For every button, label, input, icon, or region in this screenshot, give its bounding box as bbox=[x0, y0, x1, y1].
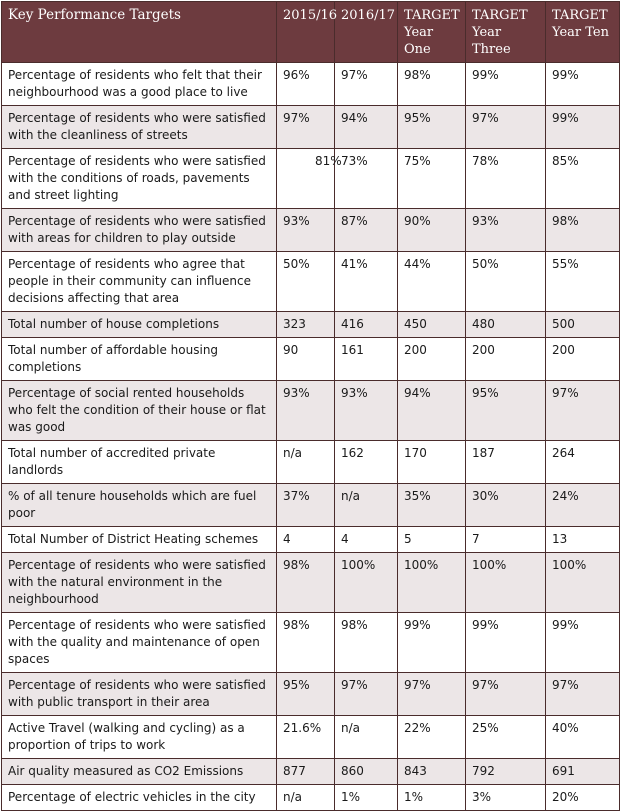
target-year-one: 5 bbox=[398, 527, 466, 553]
value-2015-16: 21.6% bbox=[277, 716, 335, 759]
kpi-label: Percentage of residents who felt that their neighbourhood was a good place to live bbox=[2, 63, 277, 106]
value-2016-17: n/a bbox=[335, 484, 398, 527]
header-row bbox=[2, 2, 620, 63]
value-2016-17: 4 bbox=[335, 527, 398, 553]
value-2016-17: 87% bbox=[335, 209, 398, 252]
kpi-label: Active Travel (walking and cycling) as a proportion of trips to work bbox=[2, 716, 277, 759]
value-2015-16: 98% bbox=[277, 553, 335, 613]
table-row bbox=[2, 252, 620, 312]
table-row bbox=[2, 759, 620, 785]
target-year-one: 90% bbox=[398, 209, 466, 252]
kpi-label: Percentage of electric vehicles in the city bbox=[2, 785, 277, 811]
table-row bbox=[2, 484, 620, 527]
value-2015-16: 37% bbox=[277, 484, 335, 527]
value-2016-17: 1% bbox=[335, 785, 398, 811]
target-year-three: 792 bbox=[466, 759, 546, 785]
target-year-ten: 55% bbox=[546, 252, 620, 312]
target-year-three: 78% bbox=[466, 149, 546, 209]
value-2016-17: 97% bbox=[335, 63, 398, 106]
value-2016-17: 73% bbox=[335, 149, 398, 209]
target-year-three: 50% bbox=[466, 252, 546, 312]
target-year-ten: 13 bbox=[546, 527, 620, 553]
value-2016-17: 860 bbox=[335, 759, 398, 785]
kpi-label: Percentage of social rented households who felt the condition of their house or flat was good bbox=[2, 381, 277, 441]
value-2015-16: 97% bbox=[277, 106, 335, 149]
target-year-one: 200 bbox=[398, 338, 466, 381]
target-year-ten: 97% bbox=[546, 381, 620, 441]
value-2016-17: 416 bbox=[335, 312, 398, 338]
value-2016-17: 94% bbox=[335, 106, 398, 149]
value-2015-16: 81% bbox=[277, 149, 335, 209]
target-year-ten: 40% bbox=[546, 716, 620, 759]
target-year-three: 100% bbox=[466, 553, 546, 613]
header-target-year-one: TARGET Year One bbox=[398, 2, 466, 63]
target-year-ten: 24% bbox=[546, 484, 620, 527]
value-2016-17: n/a bbox=[335, 716, 398, 759]
value-2015-16: 98% bbox=[277, 613, 335, 673]
table-row bbox=[2, 338, 620, 381]
target-year-ten: 691 bbox=[546, 759, 620, 785]
header-target-year-ten: TARGET Year Ten bbox=[546, 2, 620, 63]
target-year-ten: 20% bbox=[546, 785, 620, 811]
target-year-three: 97% bbox=[466, 106, 546, 149]
value-2015-16: 95% bbox=[277, 673, 335, 716]
value-2015-16: 93% bbox=[277, 381, 335, 441]
target-year-three: 200 bbox=[466, 338, 546, 381]
target-year-one: 44% bbox=[398, 252, 466, 312]
header-2016-17: 2016/17 bbox=[335, 2, 398, 63]
header-title: Key Performance Targets bbox=[2, 2, 277, 63]
kpi-label: Percentage of residents who were satisfied with the natural environment in the neighbourhood bbox=[2, 553, 277, 613]
target-year-three: 30% bbox=[466, 484, 546, 527]
target-year-one: 94% bbox=[398, 381, 466, 441]
table-row bbox=[2, 381, 620, 441]
kpi-label: % of all tenure households which are fuel poor bbox=[2, 484, 277, 527]
target-year-one: 22% bbox=[398, 716, 466, 759]
target-year-three: 7 bbox=[466, 527, 546, 553]
value-2015-16: 90 bbox=[277, 338, 335, 381]
value-2015-16: 96% bbox=[277, 63, 335, 106]
target-year-one: 99% bbox=[398, 613, 466, 673]
kpi-label: Air quality measured as CO2 Emissions bbox=[2, 759, 277, 785]
target-year-ten: 99% bbox=[546, 63, 620, 106]
table-row bbox=[2, 673, 620, 716]
target-year-three: 97% bbox=[466, 673, 546, 716]
value-2016-17: 161 bbox=[335, 338, 398, 381]
target-year-ten: 99% bbox=[546, 106, 620, 149]
kpi-label: Percentage of residents who agree that people in their community can influence decisions affecting that area bbox=[2, 252, 277, 312]
value-2016-17: 97% bbox=[335, 673, 398, 716]
target-year-one: 170 bbox=[398, 441, 466, 484]
value-2016-17: 100% bbox=[335, 553, 398, 613]
value-2016-17: 41% bbox=[335, 252, 398, 312]
target-year-three: 480 bbox=[466, 312, 546, 338]
target-year-one: 843 bbox=[398, 759, 466, 785]
target-year-one: 450 bbox=[398, 312, 466, 338]
target-year-three: 99% bbox=[466, 613, 546, 673]
target-year-one: 1% bbox=[398, 785, 466, 811]
kpi-label: Total number of affordable housing completions bbox=[2, 338, 277, 381]
target-year-three: 93% bbox=[466, 209, 546, 252]
target-year-three: 95% bbox=[466, 381, 546, 441]
target-year-one: 97% bbox=[398, 673, 466, 716]
value-2016-17: 162 bbox=[335, 441, 398, 484]
kpi-label: Percentage of residents who were satisfied with public transport in their area bbox=[2, 673, 277, 716]
target-year-three: 99% bbox=[466, 63, 546, 106]
target-year-one: 35% bbox=[398, 484, 466, 527]
target-year-ten: 264 bbox=[546, 441, 620, 484]
value-2015-16: 93% bbox=[277, 209, 335, 252]
value-2016-17: 98% bbox=[335, 613, 398, 673]
target-year-ten: 100% bbox=[546, 553, 620, 613]
target-year-one: 75% bbox=[398, 149, 466, 209]
target-year-ten: 200 bbox=[546, 338, 620, 381]
target-year-one: 95% bbox=[398, 106, 466, 149]
value-2015-16: 877 bbox=[277, 759, 335, 785]
target-year-ten: 99% bbox=[546, 613, 620, 673]
table-row bbox=[2, 312, 620, 338]
kpi-label: Total number of accredited private landlords bbox=[2, 441, 277, 484]
table-row bbox=[2, 785, 620, 811]
header-target-year-three: TARGET Year Three bbox=[466, 2, 546, 63]
value-2015-16: n/a bbox=[277, 441, 335, 484]
table-row bbox=[2, 63, 620, 106]
kpi-label: Total number of house completions bbox=[2, 312, 277, 338]
target-year-ten: 85% bbox=[546, 149, 620, 209]
kpi-table bbox=[1, 1, 620, 811]
value-2015-16: n/a bbox=[277, 785, 335, 811]
table-row bbox=[2, 149, 620, 209]
value-2015-16: 4 bbox=[277, 527, 335, 553]
value-2015-16: 50% bbox=[277, 252, 335, 312]
kpi-label: Percentage of residents who were satisfied with the cleanliness of streets bbox=[2, 106, 277, 149]
table-row bbox=[2, 553, 620, 613]
kpi-label: Percentage of residents who were satisfied with the conditions of roads, pavements and street lighting bbox=[2, 149, 277, 209]
target-year-ten: 98% bbox=[546, 209, 620, 252]
target-year-three: 187 bbox=[466, 441, 546, 484]
header-2015-16: 2015/16 bbox=[277, 2, 335, 63]
table-row bbox=[2, 441, 620, 484]
table-row bbox=[2, 716, 620, 759]
table-row bbox=[2, 613, 620, 673]
target-year-one: 98% bbox=[398, 63, 466, 106]
target-year-one: 100% bbox=[398, 553, 466, 613]
table-row bbox=[2, 527, 620, 553]
kpi-label: Percentage of residents who were satisfied with areas for children to play outside bbox=[2, 209, 277, 252]
target-year-ten: 97% bbox=[546, 673, 620, 716]
table-row bbox=[2, 209, 620, 252]
value-2016-17: 93% bbox=[335, 381, 398, 441]
table-row bbox=[2, 106, 620, 149]
target-year-three: 25% bbox=[466, 716, 546, 759]
kpi-label: Percentage of residents who were satisfied with the quality and maintenance of open spaces bbox=[2, 613, 277, 673]
kpi-label: Total Number of District Heating schemes bbox=[2, 527, 277, 553]
target-year-three: 3% bbox=[466, 785, 546, 811]
value-2015-16: 323 bbox=[277, 312, 335, 338]
target-year-ten: 500 bbox=[546, 312, 620, 338]
